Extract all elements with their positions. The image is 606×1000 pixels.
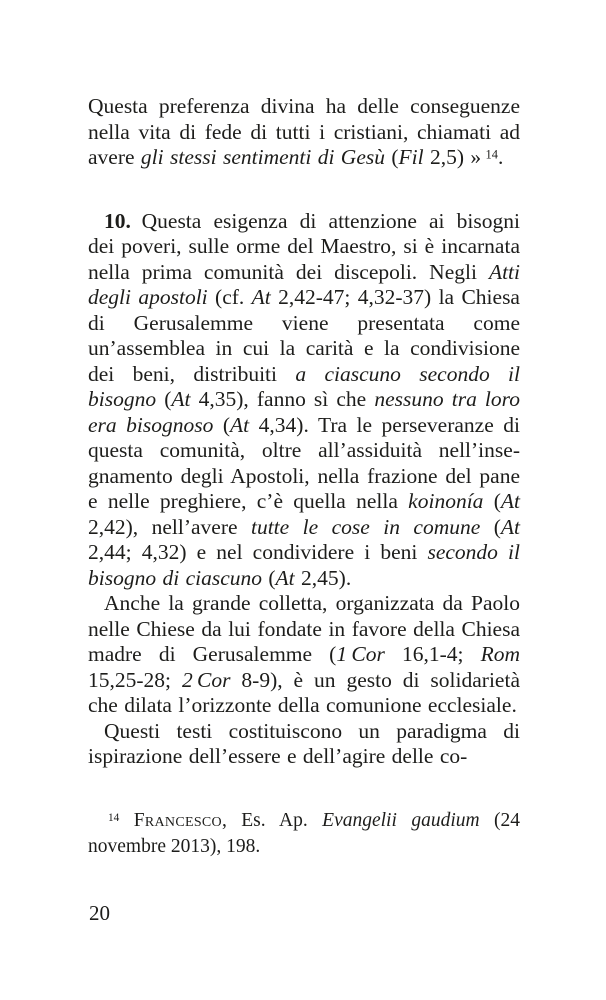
text-segment: Questi testi costituiscono un paradigma di ispirazione dell’essere e dell’agire delle co-: [88, 718, 520, 768]
text-segment: At: [171, 387, 191, 411]
text-segment: At: [230, 412, 250, 437]
text-segment: 10.: [104, 208, 131, 233]
text-segment: 14: [485, 147, 498, 162]
colletta-paragraph: [88, 591, 520, 719]
text-segment: Anche la grande colletta, organizzata da Paolo nelle Chiese da lui fondate in favore della Chiesa madre di Gerusalemme (: [88, 591, 520, 666]
text-segment: , Es. Ap.: [221, 809, 323, 831]
text-segment: Questa esigenza di attenzione ai bisogni dei poveri, sulle orme del Maestro, si è incarnata nella prima comunità dei discepoli. Negli: [88, 208, 520, 284]
continuation-paragraph: [88, 94, 520, 171]
text-segment: (: [385, 145, 399, 169]
footnote-14: [88, 808, 520, 860]
text-segment: Evangelii gaudium: [322, 809, 480, 831]
text-segment: 4,34). Tra le perseveranze di questa comunità, oltre all’assiduità nell’insegnamento degli Apostoli, nella frazione del pane e nelle preghiere, c’è quella nella: [88, 412, 520, 513]
text-segment: Rom: [480, 642, 520, 666]
section-10-paragraph: [88, 209, 520, 592]
text-segment: gli stessi sentimenti di Gesù: [140, 145, 385, 169]
text-segment: tutte le cose in comune: [250, 514, 481, 539]
text-segment: .: [497, 145, 504, 169]
text-segment: 4,35), fanno sì che: [190, 387, 375, 411]
text-segment: 2,45).: [294, 565, 352, 590]
text-segment: 2,44; 4,32) e nel condividere i beni: [88, 540, 428, 564]
text-segment: Francesco: [133, 809, 222, 831]
text-segment: (24 novembre 2013), 198.: [88, 809, 521, 857]
text-segment: 1 Cor: [336, 642, 385, 666]
text-segment: (: [480, 514, 501, 539]
text-segment: At: [500, 514, 520, 539]
text-segment: (: [262, 565, 276, 590]
text-segment: Atti degli apostoli: [88, 259, 520, 309]
text-segment: 14: [108, 811, 120, 824]
text-segment: nessuno tra loro era bisognoso: [88, 387, 520, 437]
text-segment: 2 Cor: [181, 667, 231, 692]
text-segment: (: [156, 387, 172, 411]
text-segment: Fil: [398, 145, 424, 169]
text-segment: (cf.: [207, 285, 252, 309]
text-segment: 8-9), è un gesto di solidarietà che dilata l’orizzonte della comunione ecclesiale.: [88, 667, 520, 717]
text-segment: At: [500, 489, 520, 513]
text-segment: Questa preferenza divina ha delle conseguenze nella vita di fede di tutti i cristiani, chiamati ad avere: [88, 94, 520, 169]
text-segment: (: [213, 412, 231, 437]
text-segment: 16,1-4;: [384, 642, 481, 666]
text-segment: 15,25-28;: [88, 667, 182, 692]
text-segment: a ciascuno secondo il bisogno: [88, 361, 521, 411]
paradigma-paragraph: [88, 719, 520, 770]
text-segment: koinonía: [408, 489, 484, 513]
text-segment: [119, 810, 133, 831]
text-segment: (: [483, 489, 501, 513]
text-segment: 2,42-47; 4,32-37) la Chiesa di Gerusalemme viene presentata come un’assemblea in cui la carità e la condivisione dei beni, distribuiti: [88, 285, 520, 386]
page-body: [88, 94, 520, 860]
page-number: 20: [89, 901, 110, 925]
text-segment: 2,42), nell’avere: [88, 514, 251, 539]
text-segment: 2,5) »: [423, 145, 486, 169]
text-segment: At: [251, 285, 271, 309]
text-segment: At: [275, 565, 295, 590]
text-segment: secondo il bisogno di ciascuno: [88, 540, 520, 590]
